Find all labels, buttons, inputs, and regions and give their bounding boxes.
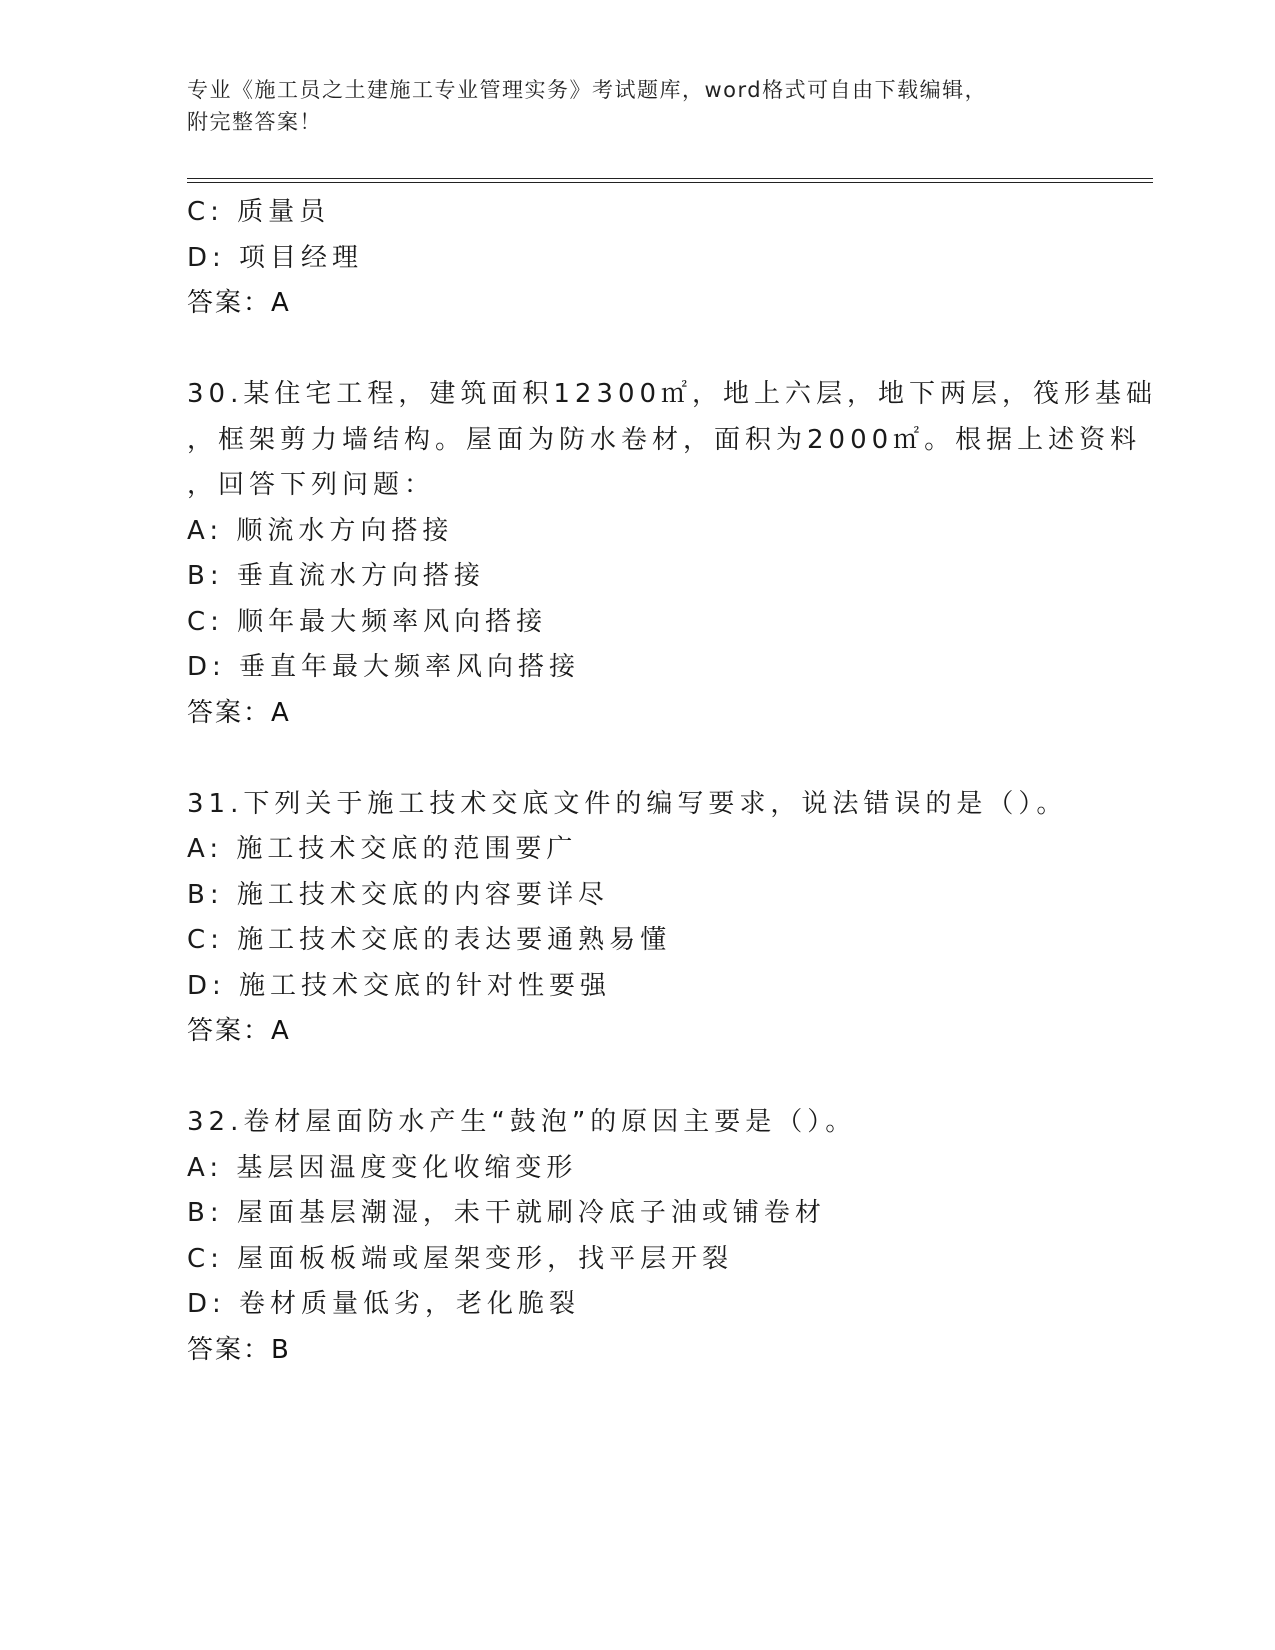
- option-a: A: 基层因温度变化收缩变形: [187, 1152, 578, 1183]
- question-stem-line: ，框架剪力墙结构。屋面为防水卷材，面积为2000㎡。根据上述资料: [187, 424, 1142, 455]
- option-c: C: 顺年最大频率风向搭接: [187, 606, 548, 637]
- option-d: D: 垂直年最大频率风向搭接: [187, 652, 581, 682]
- header-line-2: 附完整答案！: [187, 110, 322, 134]
- answer-line: 答案：A: [187, 288, 291, 318]
- spacer: [187, 736, 1087, 782]
- question-32: [187, 1100, 1087, 1373]
- divider-line-bottom: [187, 182, 1153, 183]
- question-stem-line: 31.下列关于施工技术交底文件的编写要求，说法错误的是（）。: [187, 788, 1068, 819]
- option-d: D: 项目经理: [187, 242, 364, 273]
- question-stem-line: 30.某住宅工程，建筑面积12300㎡，地上六层，地下两层，筏形基础: [187, 379, 1158, 409]
- question-30: [187, 372, 1158, 736]
- spacer: [187, 1055, 1087, 1101]
- option-a: A: 顺流水方向搭接: [187, 515, 454, 546]
- answer-line: 答案：B: [187, 1334, 291, 1365]
- option-a: A: 施工技术交底的范围要广: [187, 834, 578, 864]
- option-c: C: 施工技术交底的表达要通熟易懂: [187, 925, 672, 955]
- option-c: C: 质量员: [187, 197, 331, 227]
- option-d: D: 施工技术交底的针对性要强: [187, 970, 612, 1001]
- option-b: B: 施工技术交底的内容要详尽: [187, 879, 609, 910]
- question-stem-line: ，回答下列问题：: [187, 470, 436, 500]
- header-line-1: 专业《施工员之土建施工专业管理实务》考试题库，word格式可自由下载编辑，: [187, 78, 988, 102]
- divider-line-top: [187, 178, 1153, 179]
- option-c: C: 屋面板板端或屋架变形，找平层开裂: [187, 1243, 734, 1274]
- option-b: B: 屋面基层潮湿，未干就刷冷底子油或铺卷材: [187, 1198, 826, 1228]
- question-29-continuation: [187, 190, 1087, 327]
- document-body: [187, 190, 1158, 1373]
- option-d: D: 卷材质量低劣，老化脆裂: [187, 1289, 581, 1319]
- answer-line: 答案：A: [187, 1016, 291, 1046]
- header-divider: [187, 178, 1153, 184]
- answer-line: 答案：A: [187, 697, 291, 728]
- option-b: B: 垂直流水方向搭接: [187, 561, 485, 591]
- question-31: [187, 782, 1087, 1055]
- question-stem-line: 32.卷材屋面防水产生“鼓泡”的原因主要是（）。: [187, 1107, 857, 1137]
- spacer: [187, 327, 1087, 373]
- document-header: [187, 74, 1067, 138]
